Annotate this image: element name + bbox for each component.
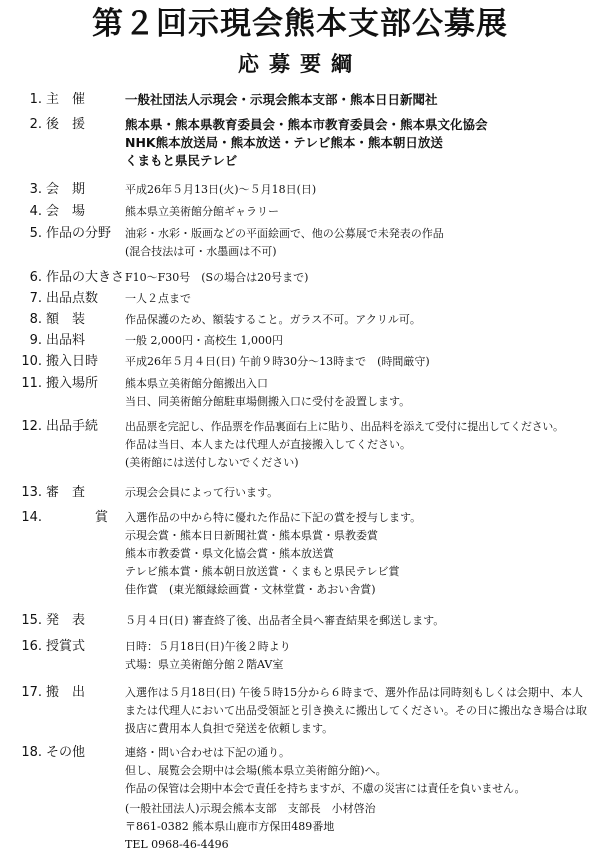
section-label: 作品の大きさ [46, 270, 125, 285]
section-number: 12. [21, 419, 42, 434]
page-subtitle: 応募要綱 [238, 51, 362, 76]
section-line: 作品保護のため、額装すること。ガラス不可。アクリル可。 [125, 313, 421, 326]
section-line: 平成26年５月13日(火)～５月18日(日) [125, 183, 317, 196]
section-number: 10. [21, 354, 42, 369]
section-line: (美術館には送付しないでください) [125, 456, 299, 469]
section-number: 6. [29, 270, 42, 285]
section-line: NHK熊本放送局・熊本放送・テレビ熊本・熊本朝日放送 [125, 135, 443, 150]
section-label: 搬入日時 [46, 354, 99, 369]
section-label: 審 査 [46, 485, 86, 500]
label-text: 主 催 [46, 92, 86, 107]
section-label: 額 装 [46, 312, 86, 327]
section-number: 14. [21, 510, 42, 525]
section-line: (混合技法は可・水墨画は不可) [125, 245, 277, 258]
section-line: くまもと県民テレビ [125, 153, 238, 168]
section-line: 出品票を完記し、作品票を作品裏面右上に貼り、出品料を添えて受付に提出してください。 [125, 420, 564, 433]
section-line: 示現会賞・熊本日日新聞社賞・熊本県賞・県教委賞 [125, 529, 378, 542]
section-line: 当日、同美術館分館駐車場側搬入口に受付を設置します。 [125, 395, 411, 408]
section-number: 16. [21, 639, 42, 654]
section-line: 熊本県立美術館分館搬出入口 [125, 377, 268, 390]
section-line: F10～F30号 (Sの場合は20号まで) [125, 271, 309, 284]
section-line: 一般社団法人示現会・示現会熊本支部・熊本日日新聞社 [125, 92, 438, 107]
section-number: 5. [29, 226, 42, 241]
section-line: 熊本市教委賞・県文化協会賞・熊本放送賞 [125, 547, 334, 560]
section-number: 1. [29, 92, 42, 107]
page-title: 第２回示現会熊本支部公募展 [92, 6, 508, 42]
section-line: 作品は当日、本人または代理人が直接搬入してください。 [125, 438, 411, 451]
section-number: 4. [29, 204, 42, 219]
section-number: 17. [21, 685, 42, 700]
section-line: 一般 2,000円・高校生 1,000円 [125, 334, 283, 347]
section-line: 一人２点まで [125, 292, 191, 305]
section-label: 授賞式 [46, 639, 86, 654]
section-line: 佳作賞 (東光額縁絵画賞・文林堂賞・あおい舎賞) [125, 583, 376, 596]
section-label: 作品の分野 [46, 226, 112, 241]
section-line: ５月４日(日) 審査終了後、出品者全員へ審査結果を郵送します。 [125, 614, 445, 627]
section-line: 作品の保管は会期中本会で責任を持ちますが、不慮の災害には責任を負いません。 [125, 782, 526, 795]
section-number: 15. [21, 613, 42, 628]
section-label: 搬 出 [46, 685, 86, 700]
contact-tel: TEL 0968-46-4496 [125, 838, 229, 851]
section-line: 入選作品の中から特に優れた作品に下記の賞を授与します。 [125, 511, 422, 524]
section-label: 出品点数 [46, 291, 99, 306]
section-label [46, 91, 108, 109]
section-number: 18. [21, 745, 42, 760]
section-number: 3. [29, 182, 42, 197]
section-label: 発 表 [46, 613, 86, 628]
section-line: 熊本県・熊本県教育委員会・熊本市教育委員会・熊本県文化協会 [125, 117, 488, 132]
section-label: 賞 [94, 510, 108, 525]
section-label: 後 援 [46, 117, 86, 132]
section-label: 搬入場所 [46, 376, 99, 391]
section-line: 油彩・水彩・版画などの平面絵画で、他の公募展で未発表の作品 [125, 227, 444, 240]
section-number: 13. [21, 485, 42, 500]
section-number: 7. [29, 291, 42, 306]
section-label: その他 [46, 745, 86, 760]
contact-block [125, 800, 590, 854]
section-line: 連絡・問い合わせは下記の通り。 [125, 746, 290, 759]
section-label: 会 場 [46, 204, 86, 219]
contact-address: 〒861-0382 熊本県山鹿市方保田489番地 [125, 820, 335, 833]
section-number: 9. [29, 333, 42, 348]
section-label: 出品手続 [46, 419, 99, 434]
section-number: 2. [29, 117, 42, 132]
section-number: 8. [29, 312, 42, 327]
section-line: 入選作は５月18日(日) 午後５時15分から６時まで、選外作品は同時刻もしくは会期中、本人または代理人において出品受領証と引き換えに搬出してください。その日に搬出なき場合は取扱店に費用本人負担で発送を依頼します。 [125, 686, 587, 735]
section-line: 熊本県立美術館分館ギャラリー [125, 205, 279, 218]
section-line: 但し、展覧会会期中は会場(熊本県立美術館分館)へ。 [125, 764, 387, 777]
section-line: 日時：５月18日(日)午後２時より [125, 640, 291, 653]
section-label: 出品料 [46, 333, 86, 348]
section-label: 会 期 [46, 182, 86, 197]
section-line: 示現会会員によって行います。 [125, 486, 279, 499]
contact-org: (一般社団法人)示現会熊本支部 支部長 小材啓治 [125, 802, 376, 815]
section-number: 11. [21, 376, 42, 391]
section-line: 平成26年５月４日(日) 午前９時30分～13時まで (時間厳守) [125, 355, 430, 368]
section-line: テレビ熊本賞・熊本朝日放送賞・くまもと県民テレビ賞 [125, 565, 400, 578]
section-line: 式場：県立美術館分館２階AV室 [125, 658, 284, 671]
